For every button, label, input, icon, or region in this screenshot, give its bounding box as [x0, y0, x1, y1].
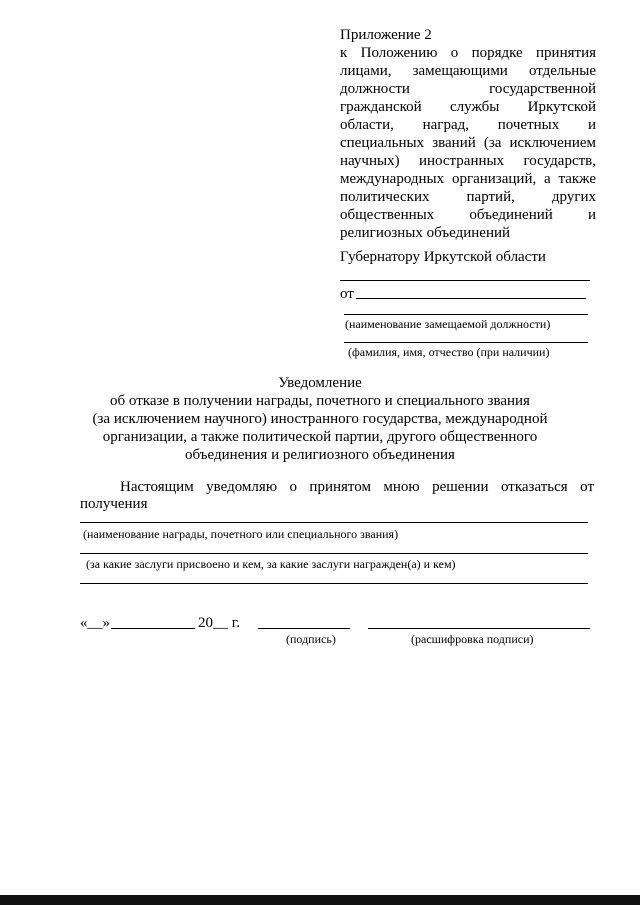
appendix-line: международных организаций, а также: [340, 171, 596, 187]
award-caption: (наименование награды, почетного или специального звания): [83, 527, 399, 541]
body-text-line1: Настоящим уведомляю о принятом мною решении отказаться от: [120, 479, 594, 495]
date-month-blank: [111, 628, 195, 629]
appendix-line: лицами, замещающими отдельные: [340, 63, 596, 79]
extra-blank-line: [80, 583, 588, 584]
notice-subtitle-line: (за исключением научного) иностранного государства, международной: [92, 411, 548, 427]
name-caption: (фамилия, имя, отчество (при наличии): [348, 345, 550, 359]
appendix-line: должности государственной: [340, 81, 596, 97]
addressee-blank-line: [340, 280, 590, 281]
notice-subtitle-line: организации, а также политической партии, другого общественного: [102, 429, 538, 445]
position-blank-line: [344, 314, 588, 315]
from-label: от: [340, 286, 354, 302]
notice-subtitle-line: объединения и религиозного объединения: [185, 447, 455, 463]
appendix-line: к Положению о порядке принятия: [340, 45, 596, 61]
signature-blank-line: [258, 628, 350, 629]
appendix-line: общественных объединений и: [340, 207, 596, 223]
appendix-line: научных) иностранных государств,: [340, 153, 596, 169]
appendix-block: [340, 26, 596, 242]
date-year: 20__ г.: [198, 615, 240, 631]
appendix-title: Приложение 2: [340, 27, 432, 43]
decoding-caption: (расшифровка подписи): [411, 632, 534, 646]
body-text-line2: получения: [80, 496, 148, 512]
from-blank-line: [356, 298, 586, 299]
appendix-line: области, наград, почетных и: [340, 117, 596, 133]
scan-bottom-edge: [0, 895, 640, 905]
date-day: «__»: [80, 615, 110, 631]
merit-caption: (за какие заслуги присвоено и кем, за какие заслуги награжден(а) и кем): [86, 557, 456, 571]
notice-heading: Уведомление: [278, 375, 362, 391]
appendix-line: гражданской службы Иркутской: [340, 99, 596, 115]
addressee-to: Губернатору Иркутской области: [340, 249, 546, 265]
appendix-line: политических партий, других: [340, 189, 596, 205]
name-blank-line: [344, 342, 588, 343]
appendix-line: религиозных объединений: [340, 225, 511, 241]
award-blank-line: [80, 522, 588, 523]
decoding-blank-line: [368, 628, 590, 629]
signature-caption: (подпись): [286, 632, 336, 646]
merit-blank-line: [80, 553, 588, 554]
position-caption: (наименование замещаемой должности): [345, 317, 551, 331]
notice-subtitle-line: об отказе в получении награды, почетного и специального звания: [110, 393, 530, 409]
appendix-line: специальных званий (за исключением: [340, 135, 596, 151]
